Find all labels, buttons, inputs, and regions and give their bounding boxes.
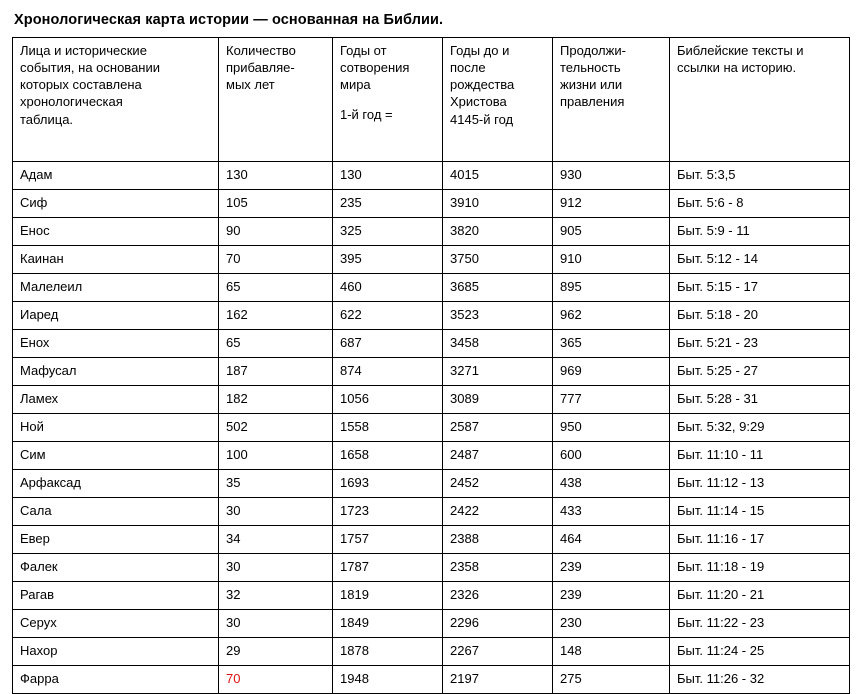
table-row	[13, 274, 850, 302]
cell-lifespan: 365	[553, 330, 670, 358]
cell-person: Фалек	[13, 554, 219, 582]
cell-added-years: 187	[219, 358, 333, 386]
cell-years-from-creation: 395	[333, 246, 443, 274]
cell-reference: Быт. 11:20 - 21	[670, 582, 850, 610]
cell-years-from-creation: 1723	[333, 498, 443, 526]
cell-added-years: 35	[219, 470, 333, 498]
table-row	[13, 330, 850, 358]
table-header-row	[13, 38, 850, 162]
cell-lifespan: 239	[553, 554, 670, 582]
column-header-line: Количество	[226, 43, 296, 58]
table-row	[13, 470, 850, 498]
chronology-table	[12, 37, 850, 694]
cell-added-years: 162	[219, 302, 333, 330]
cell-reference: Быт. 5:32, 9:29	[670, 414, 850, 442]
cell-added-years: 65	[219, 330, 333, 358]
cell-years-bc-ad: 3910	[443, 190, 553, 218]
cell-years-from-creation: 1948	[333, 666, 443, 694]
cell-lifespan: 912	[553, 190, 670, 218]
cell-reference: Быт. 11:12 - 13	[670, 470, 850, 498]
cell-added-years: 34	[219, 526, 333, 554]
cell-years-from-creation: 687	[333, 330, 443, 358]
cell-reference: Быт. 11:18 - 19	[670, 554, 850, 582]
cell-reference: Быт. 11:22 - 23	[670, 610, 850, 638]
cell-years-from-creation: 1693	[333, 470, 443, 498]
cell-person: Малелеил	[13, 274, 219, 302]
cell-lifespan: 962	[553, 302, 670, 330]
cell-added-years: 70	[219, 246, 333, 274]
cell-years-bc-ad: 2197	[443, 666, 553, 694]
cell-lifespan: 910	[553, 246, 670, 274]
cell-added-years: 30	[219, 554, 333, 582]
column-header-line: сотворения	[340, 60, 410, 76]
cell-reference: Быт. 5:25 - 27	[670, 358, 850, 386]
cell-years-from-creation: 460	[333, 274, 443, 302]
cell-years-bc-ad: 3820	[443, 218, 553, 246]
cell-years-bc-ad: 3089	[443, 386, 553, 414]
column-header-line: Христова	[450, 94, 507, 110]
table-row	[13, 190, 850, 218]
column-header-5	[553, 38, 670, 162]
column-header-note: 1-й год =	[340, 107, 393, 123]
column-header-line: после	[450, 60, 486, 76]
column-header-line: мых лет	[226, 77, 275, 93]
cell-lifespan: 438	[553, 470, 670, 498]
cell-added-years: 30	[219, 498, 333, 526]
cell-person: Евер	[13, 526, 219, 554]
cell-lifespan: 777	[553, 386, 670, 414]
cell-added-years: 130	[219, 162, 333, 190]
cell-years-bc-ad: 2296	[443, 610, 553, 638]
column-header-line: Годы от	[340, 43, 387, 58]
cell-person: Ной	[13, 414, 219, 442]
column-header-line: Библейские тексты и	[677, 43, 804, 58]
cell-years-from-creation: 235	[333, 190, 443, 218]
cell-lifespan: 930	[553, 162, 670, 190]
cell-years-from-creation: 1819	[333, 582, 443, 610]
column-header-line: хронологическая	[20, 94, 123, 110]
cell-years-bc-ad: 3271	[443, 358, 553, 386]
cell-years-from-creation: 1056	[333, 386, 443, 414]
cell-years-bc-ad: 2422	[443, 498, 553, 526]
cell-years-bc-ad: 3523	[443, 302, 553, 330]
cell-reference: Быт. 5:12 - 14	[670, 246, 850, 274]
cell-reference: Быт. 5:3,5	[670, 162, 850, 190]
column-header-line: Лица и исторические	[20, 43, 147, 58]
cell-person: Иаред	[13, 302, 219, 330]
table-row	[13, 498, 850, 526]
column-header-line: ссылки на историю.	[677, 60, 797, 76]
cell-years-from-creation: 1849	[333, 610, 443, 638]
cell-person: Серух	[13, 610, 219, 638]
cell-years-from-creation: 1658	[333, 442, 443, 470]
cell-years-bc-ad: 2358	[443, 554, 553, 582]
cell-added-years: 105	[219, 190, 333, 218]
column-header-line: тельность	[560, 60, 621, 76]
cell-reference: Быт. 11:16 - 17	[670, 526, 850, 554]
column-header-line: Продолжи-	[560, 43, 626, 58]
cell-years-bc-ad: 2388	[443, 526, 553, 554]
cell-years-from-creation: 1757	[333, 526, 443, 554]
table-row	[13, 610, 850, 638]
cell-reference: Быт. 5:6 - 8	[670, 190, 850, 218]
column-header-1	[13, 38, 219, 162]
table-row	[13, 162, 850, 190]
cell-added-years: 70	[219, 666, 333, 694]
cell-reference: Быт. 11:24 - 25	[670, 638, 850, 666]
table-row	[13, 246, 850, 274]
column-header-line: рождества	[450, 77, 515, 93]
table-row	[13, 554, 850, 582]
cell-added-years: 29	[219, 638, 333, 666]
cell-years-from-creation: 325	[333, 218, 443, 246]
cell-years-bc-ad: 2487	[443, 442, 553, 470]
cell-reference: Быт. 5:18 - 20	[670, 302, 850, 330]
cell-years-bc-ad: 2326	[443, 582, 553, 610]
cell-years-bc-ad: 2267	[443, 638, 553, 666]
column-header-line: жизни или	[560, 77, 623, 93]
cell-person: Енох	[13, 330, 219, 358]
table-row	[13, 666, 850, 694]
table-row	[13, 218, 850, 246]
cell-added-years: 90	[219, 218, 333, 246]
cell-years-bc-ad: 3458	[443, 330, 553, 358]
table-row	[13, 302, 850, 330]
cell-reference: Быт. 11:14 - 15	[670, 498, 850, 526]
cell-person: Сим	[13, 442, 219, 470]
column-header-line: правления	[560, 94, 625, 110]
table-header	[13, 38, 850, 162]
cell-lifespan: 895	[553, 274, 670, 302]
cell-years-from-creation: 622	[333, 302, 443, 330]
table-row	[13, 442, 850, 470]
cell-years-bc-ad: 3750	[443, 246, 553, 274]
cell-lifespan: 969	[553, 358, 670, 386]
cell-years-from-creation: 1787	[333, 554, 443, 582]
column-header-line: мира	[340, 77, 371, 93]
column-header-2	[219, 38, 333, 162]
cell-years-bc-ad: 3685	[443, 274, 553, 302]
cell-lifespan: 230	[553, 610, 670, 638]
cell-added-years: 30	[219, 610, 333, 638]
table-body	[13, 162, 850, 694]
cell-lifespan: 275	[553, 666, 670, 694]
cell-person: Рагав	[13, 582, 219, 610]
cell-person: Сала	[13, 498, 219, 526]
cell-reference: Быт. 5:28 - 31	[670, 386, 850, 414]
cell-person: Адам	[13, 162, 219, 190]
cell-reference: Быт. 11:10 - 11	[670, 442, 850, 470]
cell-years-bc-ad: 4015	[443, 162, 553, 190]
cell-lifespan: 239	[553, 582, 670, 610]
column-header-line: 4145-й год	[450, 111, 514, 127]
table-row	[13, 386, 850, 414]
cell-added-years: 32	[219, 582, 333, 610]
column-header-line: прибавляе-	[226, 60, 295, 76]
cell-reference: Быт. 11:26 - 32	[670, 666, 850, 694]
cell-years-from-creation: 130	[333, 162, 443, 190]
cell-reference: Быт. 5:15 - 17	[670, 274, 850, 302]
table-row	[13, 414, 850, 442]
cell-lifespan: 600	[553, 442, 670, 470]
column-header-4	[443, 38, 553, 162]
cell-lifespan: 148	[553, 638, 670, 666]
cell-years-bc-ad: 2452	[443, 470, 553, 498]
cell-person: Мафусал	[13, 358, 219, 386]
column-header-line: события, на основании	[20, 60, 160, 76]
cell-years-from-creation: 1558	[333, 414, 443, 442]
cell-added-years: 182	[219, 386, 333, 414]
column-header-6	[670, 38, 850, 162]
cell-years-from-creation: 1878	[333, 638, 443, 666]
page-title: Хронологическая карта истории — основанная на Библии.	[14, 12, 444, 28]
cell-added-years: 100	[219, 442, 333, 470]
cell-reference: Быт. 5:9 - 11	[670, 218, 850, 246]
column-header-3	[333, 38, 443, 162]
cell-added-years: 65	[219, 274, 333, 302]
column-header-spacer	[340, 93, 436, 106]
cell-person: Енос	[13, 218, 219, 246]
cell-person: Арфаксад	[13, 470, 219, 498]
table-row	[13, 582, 850, 610]
column-header-line: Годы до и	[450, 43, 510, 58]
cell-added-years: 502	[219, 414, 333, 442]
cell-person: Сиф	[13, 190, 219, 218]
table-row	[13, 526, 850, 554]
cell-person: Каинан	[13, 246, 219, 274]
cell-person: Фарра	[13, 666, 219, 694]
cell-lifespan: 905	[553, 218, 670, 246]
cell-person: Нахор	[13, 638, 219, 666]
cell-lifespan: 433	[553, 498, 670, 526]
cell-years-from-creation: 874	[333, 358, 443, 386]
cell-reference: Быт. 5:21 - 23	[670, 330, 850, 358]
cell-lifespan: 464	[553, 526, 670, 554]
cell-person: Ламех	[13, 386, 219, 414]
table-row	[13, 358, 850, 386]
cell-lifespan: 950	[553, 414, 670, 442]
cell-years-bc-ad: 2587	[443, 414, 553, 442]
column-header-line: которых составлена	[20, 77, 142, 93]
table-row	[13, 638, 850, 666]
column-header-line: таблица.	[20, 111, 74, 127]
